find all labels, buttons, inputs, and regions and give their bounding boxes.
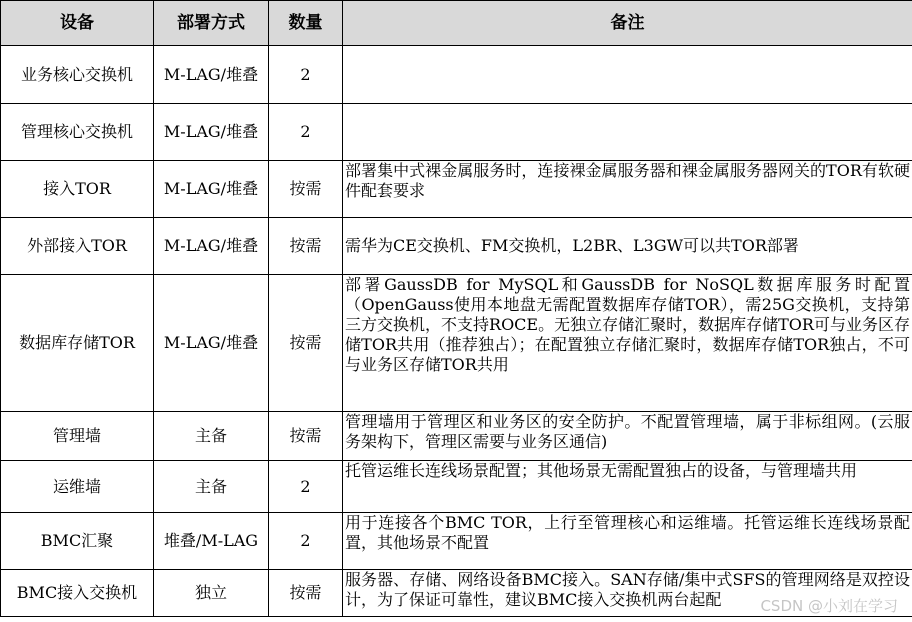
cell-mode: 主备 — [154, 412, 269, 461]
cell-note: 需华为CE交换机、FM交换机，L2BR、L3GW可以共TOR部署 — [343, 218, 912, 275]
cell-note — [343, 46, 912, 104]
cell-note: 部署GaussDB for MySQL和GaussDB for NoSQL数据库服务时配置（OpenGauss使用本地盘无需配置数据库存储TOR），需25G交换机，支持第三方交换机，不支持ROCE。无独立存储汇聚时，数据库存储TOR可与业务区存储TOR共用（推荐独占）；在配置独立存储汇聚时，数据库存储TOR独占，不可与业务区存储TOR共用 — [343, 275, 912, 412]
cell-note: 托管运维长连线场景配置；其他场景无需配置独占的设备，与管理墙共用 — [343, 461, 912, 513]
header-qty: 数量 — [269, 1, 343, 46]
header-note: 备注 — [343, 1, 912, 46]
cell-qty: 按需 — [269, 275, 343, 412]
cell-mode: M-LAG/堆叠 — [154, 104, 269, 161]
table-row — [1, 161, 912, 218]
cell-device: 外部接入TOR — [1, 218, 154, 275]
cell-device: BMC汇聚 — [1, 513, 154, 570]
cell-mode: 主备 — [154, 461, 269, 513]
table-row — [1, 46, 912, 104]
table-row — [1, 412, 912, 461]
table-row — [1, 461, 912, 513]
table-header-row — [1, 1, 912, 46]
cell-mode: M-LAG/堆叠 — [154, 46, 269, 104]
cell-mode: 独立 — [154, 570, 269, 617]
table-row — [1, 218, 912, 275]
table-row — [1, 513, 912, 570]
cell-mode: M-LAG/堆叠 — [154, 161, 269, 218]
cell-mode: M-LAG/堆叠 — [154, 218, 269, 275]
cell-qty: 2 — [269, 46, 343, 104]
cell-qty: 按需 — [269, 161, 343, 218]
cell-device: BMC接入交换机 — [1, 570, 154, 617]
watermark: CSDN @小刘在学习 — [760, 597, 898, 615]
cell-qty: 按需 — [269, 570, 343, 617]
cell-note: 用于连接各个BMC TOR，上行至管理核心和运维墙。托管运维长连线场景配置，其他场景不配置 — [343, 513, 912, 570]
cell-qty: 2 — [269, 461, 343, 513]
table-row — [1, 104, 912, 161]
cell-device: 管理墙 — [1, 412, 154, 461]
cell-qty: 2 — [269, 104, 343, 161]
cell-device: 数据库存储TOR — [1, 275, 154, 412]
cell-note — [343, 104, 912, 161]
cell-mode: 堆叠/M-LAG — [154, 513, 269, 570]
cell-device: 业务核心交换机 — [1, 46, 154, 104]
cell-mode: M-LAG/堆叠 — [154, 275, 269, 412]
cell-qty: 按需 — [269, 412, 343, 461]
cell-note: 管理墙用于管理区和业务区的安全防护。不配置管理墙，属于非标组网。(云服务架构下，管理区需要与业务区通信) — [343, 412, 912, 461]
cell-qty: 按需 — [269, 218, 343, 275]
header-mode: 部署方式 — [154, 1, 269, 46]
cell-device: 运维墙 — [1, 461, 154, 513]
cell-device: 管理核心交换机 — [1, 104, 154, 161]
cell-qty: 2 — [269, 513, 343, 570]
cell-note: 服务器、存储、网络设备BMC接入。SAN存储/集中式SFS的管理网络是双控设计，为了保证可靠性，建议BMC接入交换机两台起配 — [343, 570, 912, 617]
table-row — [1, 275, 912, 412]
header-device: 设备 — [1, 1, 154, 46]
table-row — [1, 570, 912, 617]
cell-device: 接入TOR — [1, 161, 154, 218]
cell-note: 部署集中式裸金属服务时，连接裸金属服务器和裸金属服务器网关的TOR有软硬件配套要求 — [343, 161, 912, 218]
